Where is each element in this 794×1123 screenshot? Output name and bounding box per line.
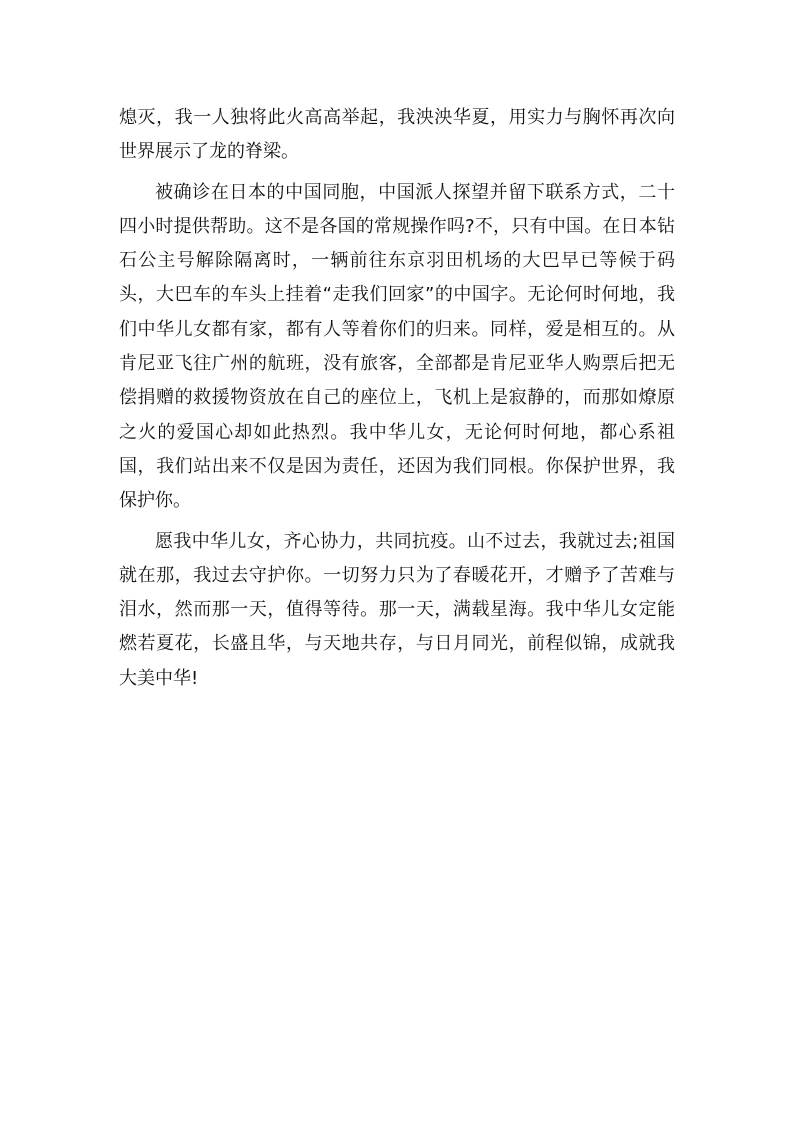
paragraph-overseas-compatriots: 被确诊在日本的中国同胞，中国派人探望并留下联系方式，二十四小时提供帮助。这不是各国的常规操作吗?不，只有中国。在日本钻石公主号解除隔离时，一辆前往东京羽田机场的大巴早已等候于码头，大巴车的车头上挂着“走我们回家”的中国字。无论何时何地，我们中华儿女都有家，都有人等着你们的归来。同样，爱是相互的。从肯尼亚飞往广州的航班，没有旅客，全部都是肯尼亚华人购票后把无偿捐赠的救援物资放在自己的座位上，飞机上是寂静的，而那如燎原之火的爱国心却如此热烈。我中华儿女，无论何时何地，都心系祖国，我们站出来不仅是因为责任，还因为我们同根。你保护世界，我保护你。 xyxy=(119,181,675,512)
paragraph-continuation: 熄灭，我一人独将此火高高举起，我泱泱华夏，用实力与胸怀再次向世界展示了龙的脊梁。 xyxy=(119,107,675,163)
paragraph-closing: 愿我中华儿女，齐心协力，共同抗疫。山不过去，我就过去;祖国就在那，我过去守护你。一切努力只为了春暖花开，才赠予了苦难与泪水，然而那一天，值得等待。那一天，满载星海。我中华儿女定能燃若夏花，长盛且华，与天地共存，与日月同光，前程似锦，成就我大美中华! xyxy=(119,530,675,689)
document-body xyxy=(119,101,675,696)
